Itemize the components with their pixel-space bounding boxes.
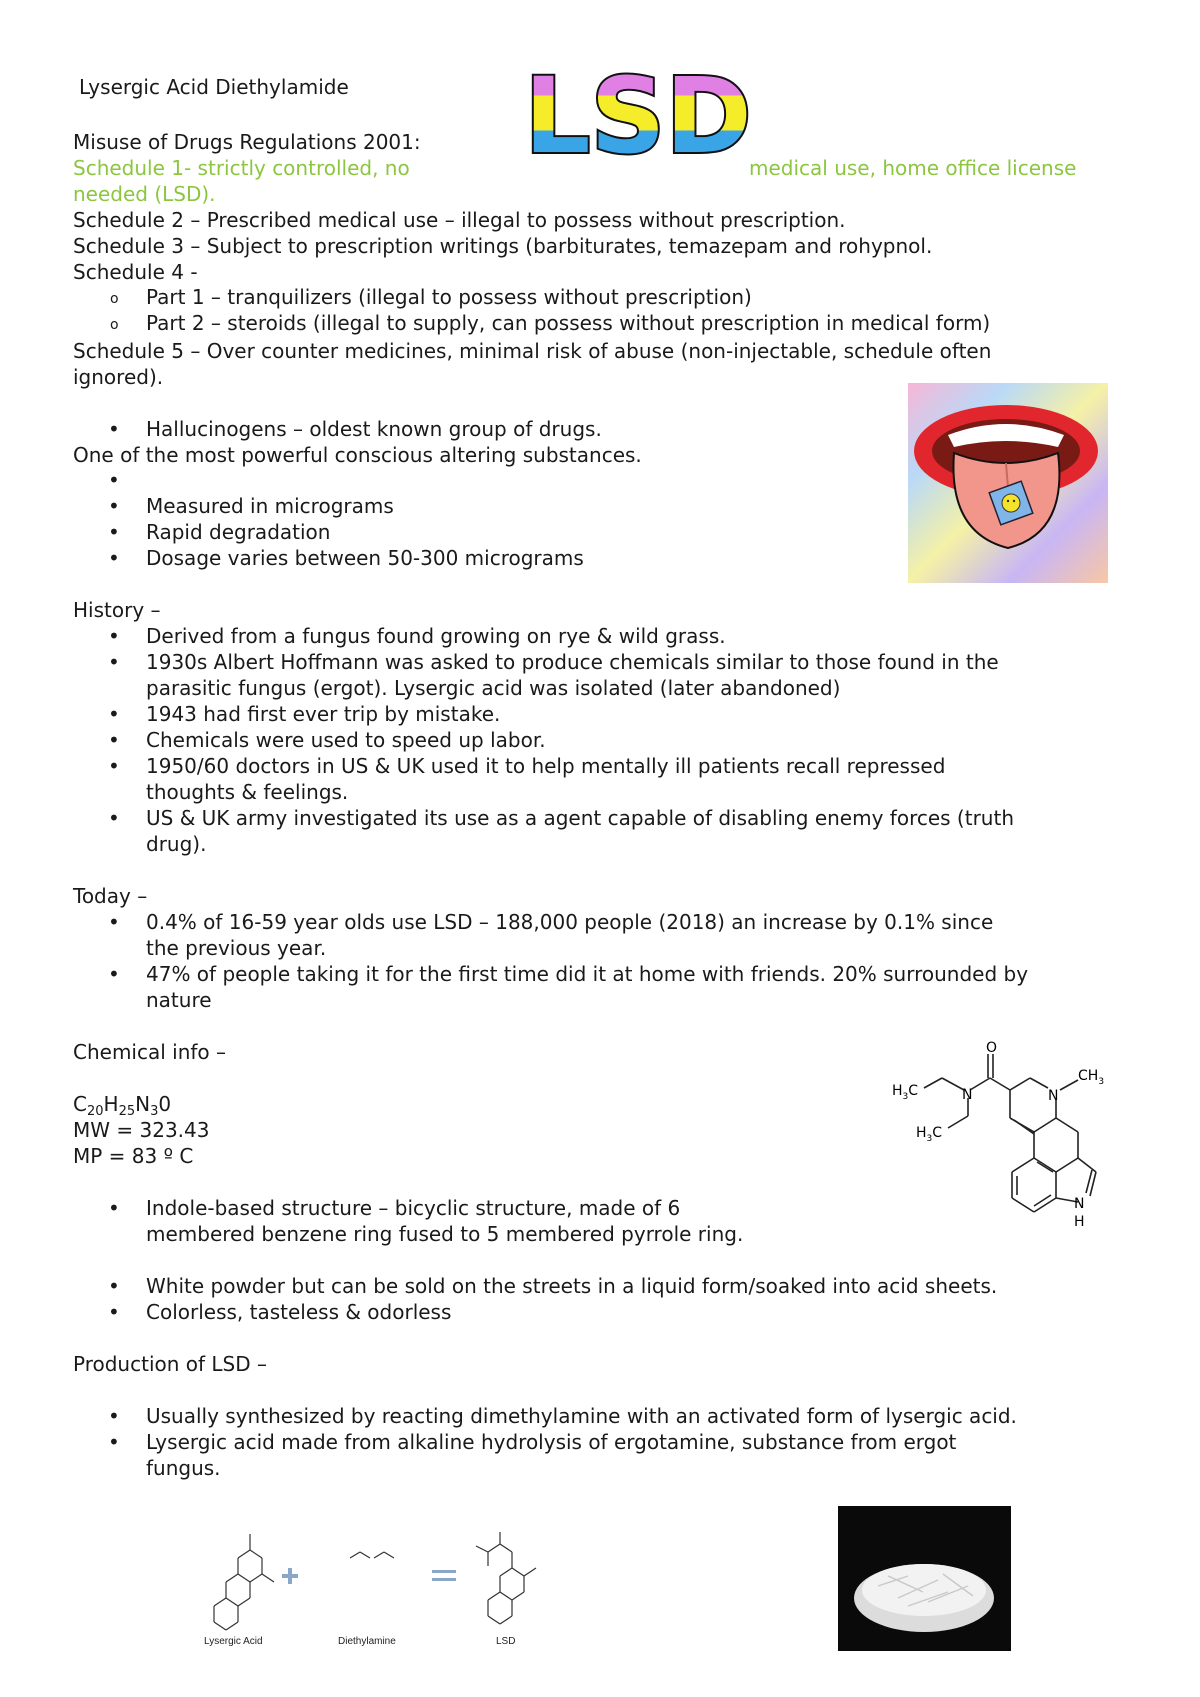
schedule-1-text-a: Schedule 1- strictly controlled, no: [73, 156, 410, 180]
history-item: Derived from a fungus found growing on rye & wild grass.: [146, 624, 726, 648]
history-item: 1943 had first ever trip by mistake.: [146, 702, 501, 726]
svg-text:N: N: [1048, 1088, 1059, 1104]
svg-text:CH3: $CH_3$: [1078, 1068, 1105, 1087]
intro-bullet-dosage: Dosage varies between 50-300 micrograms: [146, 546, 584, 570]
bullet-icon: •: [108, 962, 120, 986]
history-item-cont: drug).: [146, 832, 207, 856]
svg-text:N: N: [962, 1087, 973, 1103]
molecular-weight: MW = 323.43: [73, 1118, 210, 1142]
chemical-formula: $C_{20}H_{25}N_30$: [73, 1092, 172, 1119]
history-item: 1930s Albert Hoffmann was asked to produce chemicals similar to those found in the: [146, 650, 999, 674]
bullet-icon: •: [108, 1300, 120, 1324]
schedule-2-text: Schedule 2 – Prescribed medical use – illegal to possess without prescription.: [73, 208, 846, 232]
bullet-icon: •: [108, 1404, 120, 1428]
history-heading: History –: [73, 598, 161, 622]
history-item-cont: thoughts & feelings.: [146, 780, 349, 804]
bullet-icon: •: [108, 468, 120, 492]
production-heading: Production of LSD –: [73, 1352, 267, 1376]
today-item-2: 47% of people taking it for the first time did it at home with friends. 20% surrounded by: [146, 962, 1029, 986]
svg-text:H: H: [1074, 1214, 1085, 1230]
schedule-1-text-c: needed (LSD).: [73, 182, 216, 206]
sub-bullet-icon: o: [110, 317, 119, 333]
intro-bullet-measured: Measured in micrograms: [146, 494, 394, 518]
bullet-icon: •: [108, 624, 120, 648]
today-heading: Today –: [73, 884, 148, 908]
today-item-2-cont: nature: [146, 988, 212, 1012]
equals-icon: [432, 1570, 456, 1573]
today-item-1-cont: the previous year.: [146, 936, 327, 960]
schedule-4-text: Schedule 4 -: [73, 260, 198, 284]
bullet-icon: •: [108, 1430, 120, 1454]
sub-bullet-icon: o: [110, 291, 119, 307]
bullet-icon: •: [108, 1196, 120, 1220]
intro-bullet-degradation: Rapid degradation: [146, 520, 331, 544]
bullet-icon: •: [108, 650, 120, 674]
regulations-heading: Misuse of Drugs Regulations 2001:: [73, 130, 421, 154]
svg-text:H3C: $H_3C$: [916, 1125, 943, 1144]
lsd-crystals-photo: [838, 1506, 1011, 1651]
lsd-structure-diagram: [888, 1040, 1138, 1245]
schedule-4-part-2: Part 2 – steroids (illegal to supply, can possess without prescription in medical form): [146, 311, 991, 335]
history-item: 1950/60 doctors in US & UK used it to help mentally ill patients recall repressed: [146, 754, 946, 778]
chemical-bullet-colorless: Colorless, tasteless & odorless: [146, 1300, 452, 1324]
tongue-blotter-illustration: [908, 383, 1108, 583]
chemical-bullet-powder: White powder but can be sold on the streets in a liquid form/soaked into acid sheets.: [146, 1274, 998, 1298]
reaction-scheme-diagram: [200, 1522, 600, 1647]
schedule-5-text-b: ignored).: [73, 365, 164, 389]
lsd-logo: [518, 70, 758, 160]
intro-line: One of the most powerful conscious altering substances.: [73, 443, 642, 467]
svg-text:O: O: [986, 1040, 998, 1056]
reaction-label-lsd: LSD: [496, 1636, 516, 1647]
schedule-1-text-b: medical use, home office license: [749, 156, 1077, 180]
history-item: Chemicals were used to speed up labor.: [146, 728, 546, 752]
production-bullet-1: Usually synthesized by reacting dimethylamine with an activated form of lysergic acid.: [146, 1404, 1017, 1428]
bullet-icon: •: [108, 806, 120, 830]
schedule-5-text-a: Schedule 5 – Over counter medicines, minimal risk of abuse (non-injectable, schedule often: [73, 339, 992, 363]
bullet-icon: •: [108, 520, 120, 544]
today-item-1: 0.4% of 16-59 year olds use LSD – 188,000 people (2018) an increase by 0.1% since: [146, 910, 994, 934]
bullet-icon: •: [108, 754, 120, 778]
bullet-icon: •: [108, 417, 120, 441]
chemical-bullet-structure-cont: membered benzene ring fused to 5 membered pyrrole ring.: [146, 1222, 744, 1246]
chemical-heading: Chemical info –: [73, 1040, 227, 1064]
bullet-icon: •: [108, 1274, 120, 1298]
production-bullet-2: Lysergic acid made from alkaline hydrolysis of ergotamine, substance from ergot: [146, 1430, 957, 1454]
reaction-label-lysergic-acid: Lysergic Acid: [204, 1636, 263, 1647]
bullet-icon: •: [108, 546, 120, 570]
bullet-icon: •: [108, 494, 120, 518]
svg-text:H3C: $H_3C$: [892, 1083, 919, 1102]
intro-bullet-1: Hallucinogens – oldest known group of drugs.: [146, 417, 602, 441]
history-item-cont: parasitic fungus (ergot). Lysergic acid was isolated (later abandoned): [146, 676, 841, 700]
history-item: US & UK army investigated its use as a agent capable of disabling enemy forces (truth: [146, 806, 1014, 830]
melting-point: MP = 83 º C: [73, 1144, 194, 1168]
logo-text: LSD: [524, 70, 752, 160]
reaction-label-diethylamine: Diethylamine: [338, 1636, 396, 1647]
schedule-3-text: Schedule 3 – Subject to prescription writings (barbiturates, temazepam and rohypnol.: [73, 234, 933, 258]
bullet-icon: •: [108, 728, 120, 752]
chemical-bullet-structure: Indole-based structure – bicyclic structure, made of 6: [146, 1196, 681, 1220]
production-bullet-2-cont: fungus.: [146, 1456, 221, 1480]
document-title: Lysergic Acid Diethylamide: [79, 75, 349, 99]
schedule-4-part-1: Part 1 – tranquilizers (illegal to possess without prescription): [146, 285, 752, 309]
bullet-icon: •: [108, 702, 120, 726]
bullet-icon: •: [108, 910, 120, 934]
svg-text:N: N: [1074, 1196, 1085, 1212]
